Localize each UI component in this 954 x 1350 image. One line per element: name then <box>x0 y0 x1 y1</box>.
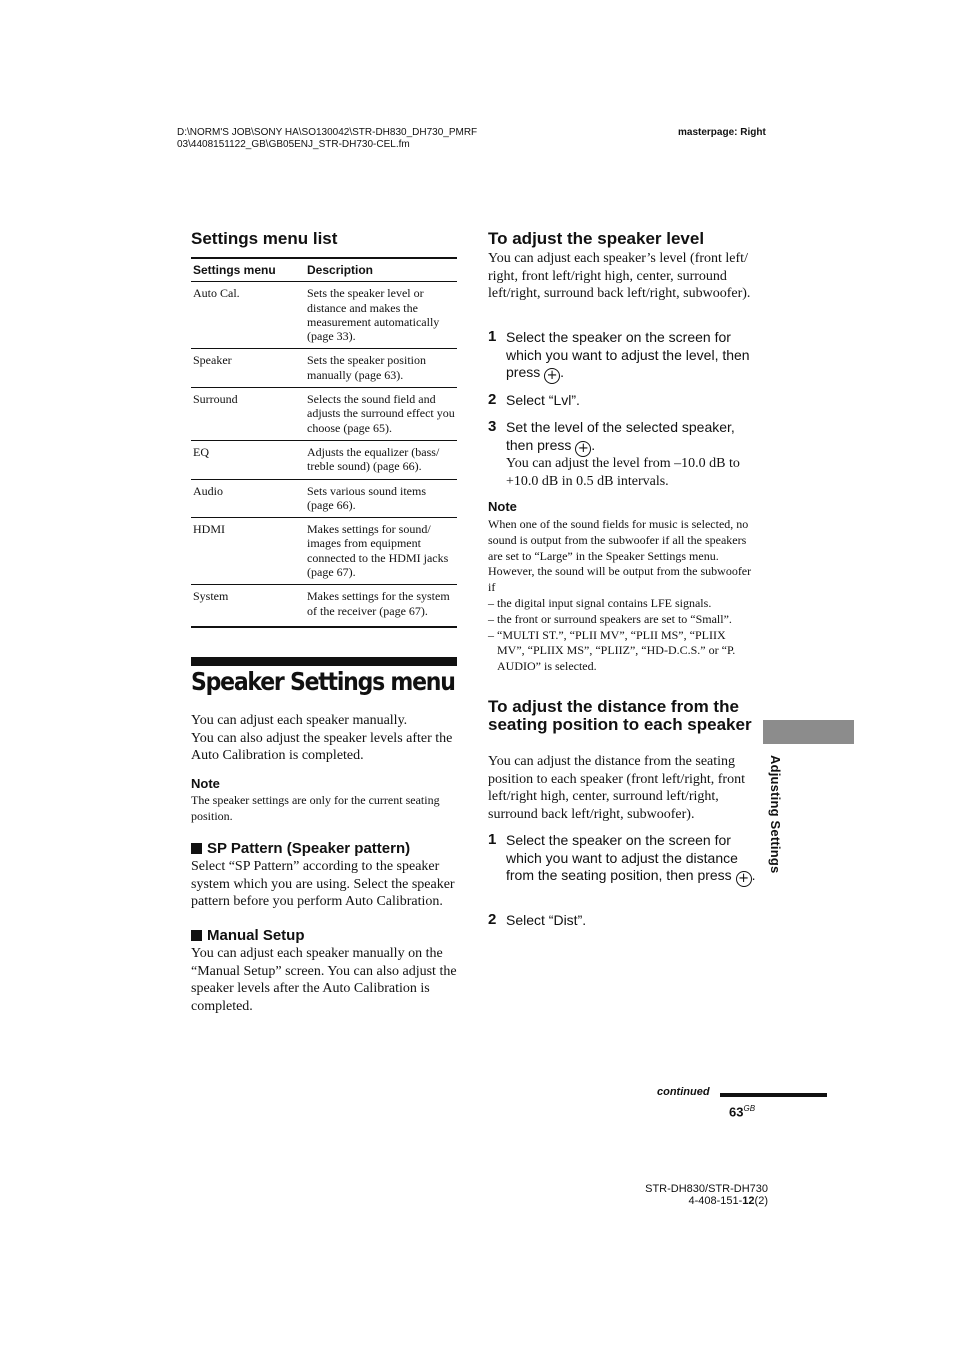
distance-title: To adjust the distance from the seating position to each speaker <box>488 697 752 734</box>
file-path-line-2: 03\4408151122_GB\GB05ENJ_STR-DH730-CEL.fm <box>177 139 410 150</box>
menu-cell: Surround <box>191 388 305 441</box>
note-heading: Note <box>191 776 220 791</box>
note-text: When one of the sound fields for music is selected, no sound is output from the subwoofer if all the speakers are set to “Large” in the Speaker Settings menu. However, the sound will be output from the subwoofer if <box>488 517 752 595</box>
intro-line-2: You can also adjust the speaker levels after the Auto Calibration is completed. <box>191 730 453 763</box>
step-text-body: Select the speaker on the screen for which you want to adjust the distance from the seating position, then press <box>506 832 738 883</box>
description-cell: Makes settings for sound/ images from equipment connected to the HDMI jacks (page 67). <box>305 518 457 585</box>
manual-setup-text: You can adjust each speaker manually on the “Manual Setup” screen. You can also adjust the speaker levels after the Auto Calibration is completed. <box>191 946 457 1014</box>
table-row <box>191 388 457 441</box>
continued-label: continued <box>657 1086 710 1098</box>
continued-rule <box>720 1093 827 1097</box>
description-cell: Sets the speaker position manually (page 63). <box>305 349 457 388</box>
menu-cell: Auto Cal. <box>191 282 305 349</box>
menu-cell: HDMI <box>191 518 305 585</box>
description-cell: Makes settings for the system of the receiver (page 67). <box>305 585 457 627</box>
list-item: – the digital input signal contains LFE signals. <box>488 595 712 610</box>
note-heading: Note <box>488 499 517 514</box>
step-text: Set the level of the selected speaker, then press + . <box>506 419 735 456</box>
model-name: STR-DH830/STR-DH730 <box>645 1183 768 1195</box>
step-text: Select the speaker on the screen for which you want to adjust the level, then press + . <box>506 329 750 383</box>
section-tab-label: Adjusting Settings <box>768 755 783 874</box>
table-row <box>191 440 457 479</box>
list-item: – “MULTI ST.”, “PLII MV”, “PLII MS”, “PLIIX MV”, “PLIIX MS”, “PLIIZ”, “HD-D.C.S.” or “P. AUDIO” is selected. <box>488 627 736 674</box>
section-rule <box>191 657 457 666</box>
table-row <box>191 282 457 349</box>
menu-cell: EQ <box>191 440 305 479</box>
step-number: 1 <box>488 328 497 345</box>
step-text-body: Select the speaker on the screen for which you want to adjust the level, then press <box>506 329 750 380</box>
distance-intro: You can adjust the distance from the seating position to each speaker (front left/right, front left/right high, center, surround left/right, surround back left/right, subwoofer). <box>488 754 745 822</box>
step-text: Select “Lvl”. <box>506 392 580 408</box>
part-code-revision: 12 <box>742 1195 755 1207</box>
section-tab <box>763 720 854 744</box>
plus-circle-icon: + <box>736 871 752 887</box>
step-text-body: Set the level of the selected speaker, then press <box>506 419 735 453</box>
sp-pattern-text: Select “SP Pattern” according to the speaker system which you are using. Select the speaker pattern before you perform Auto Calibration. <box>191 859 455 909</box>
file-path-line-1: D:\NORM'S JOB\SONY HA\SO130042\STR-DH830_DH730_PMRF <box>177 127 478 138</box>
level-title: To adjust the speaker level <box>488 229 705 248</box>
plus-circle-icon: + <box>544 368 560 384</box>
page-number-suffix: GB <box>743 1104 756 1113</box>
model-info <box>643 1183 768 1207</box>
table-row <box>191 349 457 388</box>
menu-cell: System <box>191 585 305 627</box>
plus-circle-icon: + <box>575 441 591 457</box>
intro-line-1: You can adjust each speaker manually. <box>191 713 408 728</box>
description-cell: Sets the speaker level or distance and makes the measurement automatically (page 33). <box>305 282 457 349</box>
masterpage-label: masterpage: Right <box>678 127 766 138</box>
page-number-value: 63 <box>729 1104 744 1120</box>
description-cell: Adjusts the equalizer (bass/ treble sound) (page 66). <box>305 440 457 479</box>
note-block <box>488 517 756 675</box>
step-text: Select the speaker on the screen for which you want to adjust the distance from the seating position, then press + . <box>506 832 756 886</box>
description-cell: Sets various sound items (page 66). <box>305 479 457 518</box>
table-header-row <box>191 258 457 282</box>
sp-pattern-heading <box>191 840 410 857</box>
part-code <box>643 1195 768 1207</box>
table-row <box>191 585 457 627</box>
step-text: Select “Dist”. <box>506 912 587 928</box>
step-number: 1 <box>488 831 497 848</box>
page-number <box>729 1104 755 1119</box>
square-bullet-icon <box>191 843 202 854</box>
description-cell: Selects the sound field and adjusts the surround effect you choose (page 65). <box>305 388 457 441</box>
file-path <box>177 127 477 151</box>
step-detail: You can adjust the level from –10.0 dB to +10.0 dB in 0.5 dB intervals. <box>506 456 740 489</box>
sp-pattern-title: SP Pattern (Speaker pattern) <box>207 840 411 857</box>
level-intro: You can adjust each speaker’s level (front left/ right, front left/right high, center, surround left/right, surround back left/right, subwoofer). <box>488 251 751 301</box>
table-row <box>191 518 457 585</box>
manual-setup-title: Manual Setup <box>207 927 305 944</box>
table-row <box>191 479 457 518</box>
part-code-suffix: (2) <box>754 1195 768 1207</box>
menu-cell: Audio <box>191 479 305 518</box>
column-header-description: Description <box>305 258 457 282</box>
step-number: 2 <box>488 911 497 928</box>
column-header-settings-menu: Settings menu <box>191 258 305 282</box>
step-number: 3 <box>488 418 497 435</box>
manual-setup-heading <box>191 927 305 944</box>
settings-list-title: Settings menu list <box>191 229 338 248</box>
section-title: Speaker Settings menu <box>191 667 455 696</box>
note-list <box>488 596 756 675</box>
list-item: – the front or surround speakers are set to “Small”. <box>488 611 732 626</box>
settings-table <box>191 257 457 628</box>
step-number: 2 <box>488 391 497 408</box>
part-code-prefix: 4-408-151- <box>688 1195 743 1207</box>
speaker-intro <box>191 712 459 765</box>
menu-cell: Speaker <box>191 349 305 388</box>
square-bullet-icon <box>191 930 202 941</box>
note-text: The speaker settings are only for the current seating position. <box>191 793 440 823</box>
